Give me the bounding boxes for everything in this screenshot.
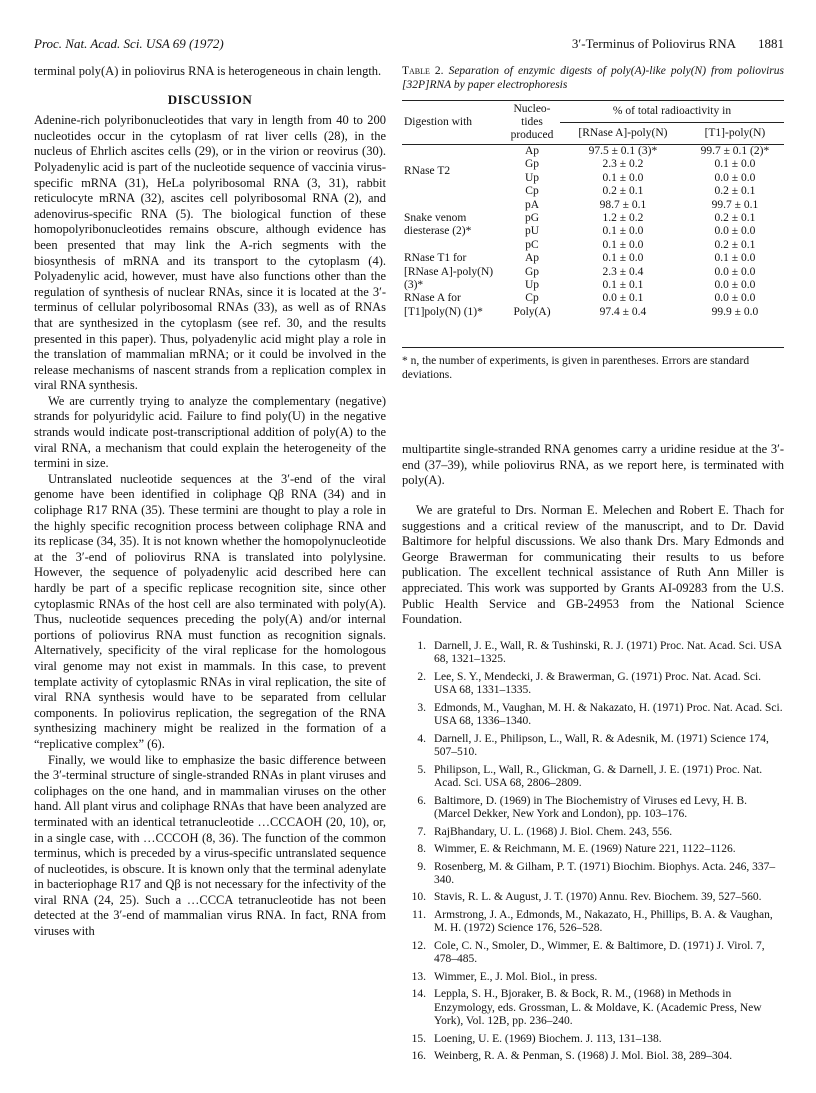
table-caption: [402, 64, 784, 92]
reference-text: Loening, U. E. (1969) Biochem. J. 113, 131–138.: [434, 1032, 662, 1045]
enzyme-cell: RNase T2: [404, 165, 451, 178]
reference-item: [402, 671, 784, 698]
table-row: [402, 199, 784, 212]
reference-number: 14.: [411, 988, 426, 1001]
discussion-paragraph-4: Finally, we would like to emphasize the basic difference between the 3′-terminal structure of single-stranded RNAs in plant viruses and coliphages on the one hand, and in mammalian viruses on the other hand. All plant virus and coliphage RNAs that have been analyzed are terminated with an identical tetranucleotide …CCCAOH (20, 10), or, in a single case, with …CCCOH (8, 36). The function of the common terminus, which is preceded by a virus-specific untranslated sequence of nucleotides, is obscure. It is known only that the terminal adenylate in bacteriophage R17 and Qβ is not necessary for the infectivity of the viral RNA (24, 25). Such a …CCCA tetranucleotide has not been detected at the 3′-end of mammalian virus RNA. In fact, RNA from viruses with: [34, 752, 386, 939]
references-list: [402, 640, 784, 1064]
reference-item: [402, 640, 784, 667]
reference-text: Rosenberg, M. & Gilham, P. T. (1971) Biochim. Biophys. Acta. 246, 337–340.: [434, 860, 776, 887]
reference-text: RajBhandary, U. L. (1968) J. Biol. Chem. 243, 556.: [434, 825, 673, 838]
reference-item: [402, 733, 784, 760]
value-b: 0.2 ± 0.1: [714, 185, 756, 198]
discussion-paragraph-3: Untranslated nucleotide sequences at the 3′-end of the viral genome have been identified in coliphage Qβ RNA (34) and in coliphage R17 RNA (35). These termini are thought to play a role in the highly specific recognition process between coliphage RNA and its replicase (34, 35). It is not known whether the homopolynucleotide at the 3′-end of poliovirus RNA is translated into polylysine. However, the sequence of polyadenylic acid described here can hardly be part of a specific replicase recognition site, since other cytoplasmic RNAs of the host cell are also terminated with poly(A). Thus, nucleotide sequences preceding the poly(A) and/or internal portions of poliovirus RNA must function as recognition signals. Alternatively, specificity of the viral replicase for the homologous viral genome may not exist in mammals. In this case, to prevent template activity of cytoplasmic RNAs in viral replication, the site of viral RNA synthesis would have to be separated from cellular components. In poliovirus replication, the segregation of the RNA synthesizing machinery might be realized in the formation of a “replicative complex” (6).: [34, 471, 386, 751]
discussion-heading: DISCUSSION: [167, 91, 253, 107]
reference-number: 4.: [417, 732, 426, 745]
reference-number: 13.: [411, 970, 426, 983]
nuc-cell: Up: [524, 171, 540, 184]
table-2: [402, 100, 784, 348]
value-a: 0.0 ± 0.1: [602, 292, 644, 305]
nuc-cell: Gp: [524, 158, 540, 171]
intro-paragraph: terminal poly(A) in poliovirus RNA is heterogeneous in chain length.: [34, 64, 382, 78]
table-title: Separation of enzymic digests of poly(A)-like poly(N) from poliovirus [32P]RNA by paper electrophoresis: [402, 65, 785, 91]
reference-number: 6.: [417, 794, 426, 807]
reference-item: [402, 764, 784, 791]
reference-number: 8.: [417, 843, 426, 856]
nuc-cell: pG: [524, 212, 540, 225]
continued-paragraph: multipartite single-stranded RNA genomes carry a uridine residue at the 3′-end (37–39), while poliovirus RNA, as we report here, is terminated with poly(A).: [402, 442, 784, 488]
col-header-digestion: Digestion with: [402, 101, 504, 145]
reference-text: Armstrong, J. A., Edmonds, M., Nakazato, H., Phillips, B. A. & Vaughan, M. H. (1972) Science 176, 526–528.: [434, 908, 773, 935]
running-header: [572, 36, 784, 52]
nuc-cell: Ap: [524, 145, 540, 157]
table-row: [402, 252, 784, 265]
journal-citation: Proc. Nat. Acad. Sci. USA 69 (1972): [34, 36, 224, 51]
reference-item: [402, 861, 784, 888]
nuc-cell: pA: [524, 198, 540, 211]
table-label: Table 2.: [402, 65, 444, 77]
value-a: 0.1 ± 0.0: [602, 225, 644, 238]
reference-number: 11.: [412, 908, 426, 921]
reference-item: [402, 971, 784, 985]
nuc-cell: Up: [524, 279, 540, 292]
reference-item: [402, 1033, 784, 1047]
value-a: 97.4 ± 0.4: [599, 305, 647, 318]
value-b: 99.9 ± 0.0: [711, 305, 759, 318]
reference-number: 2.: [417, 670, 426, 683]
value-b: 0.2 ± 0.1: [714, 212, 756, 225]
reference-text: Cole, C. N., Smoler, D., Wimmer, E. & Baltimore, D. (1971) J. Virol. 7, 478–485.: [434, 939, 765, 966]
enzyme-cell: RNase T1 for [RNase A]-poly(N) (3)*: [404, 252, 494, 292]
discussion-paragraph-2: We are currently trying to analyze the complementary (negative) strands for polyuridylic acid. Failure to find poly(U) in the negative strands would indicate post-transcriptional addition of poly(A) to the viral RNA, a mechanism that could explain the heterogeneity of the termini in size.: [34, 393, 386, 471]
reference-item: [402, 891, 784, 905]
reference-number: 3.: [417, 701, 426, 714]
reference-text: Baltimore, D. (1969) in The Biochemistry of Viruses ed Levy, H. B. (Marcel Dekker, New York and London), pp. 103–176.: [434, 794, 748, 821]
reference-number: 12.: [411, 939, 426, 952]
value-a: 2.3 ± 0.2: [602, 158, 644, 171]
nuc-cell: pC: [525, 238, 539, 251]
nuc-cell: pU: [524, 225, 540, 238]
reference-text: Edmonds, M., Vaughan, M. H. & Nakazato, H. (1971) Proc. Nat. Acad. Sci. USA 68, 1336–1340.: [434, 701, 783, 728]
nuc-cell: Gp: [524, 265, 540, 278]
value-b: 99.7 ± 0.1 (2)*: [700, 145, 770, 157]
reference-item: [402, 909, 784, 936]
reference-text: Stavis, R. L. & August, J. T. (1970) Annu. Rev. Biochem. 39, 527–560.: [434, 891, 762, 904]
table-footnote: * n, the number of experiments, is given in parentheses. Errors are standard deviations.: [402, 355, 750, 382]
reference-item: [402, 1050, 784, 1064]
value-a: 98.7 ± 0.1: [599, 198, 647, 211]
nuc-cell: Cp: [525, 292, 539, 305]
reference-item: [402, 826, 784, 840]
value-b: 0.1 ± 0.0: [714, 252, 756, 265]
acknowledgments: We are grateful to Drs. Norman E. Melechen and Robert E. Thach for suggestions and a critical review of the manuscript, and to Dr. David Baltimore for helpful discussions. We also thank Drs. Mary Edmonds and George Brawerman for communicating their results to us before publication. The excellent technical assistance of Ruth Ann Miller is appreciated. This work was supported by Grants AI-09283 from the U.S. Public Health Service and GB-24953 from the National Science Foundation.: [402, 503, 784, 627]
reference-number: 1.: [417, 639, 426, 652]
reference-text: Wimmer, E., J. Mol. Biol., in press.: [434, 970, 598, 983]
value-b: 0.0 ± 0.0: [714, 171, 756, 184]
reference-number: 15.: [411, 1032, 426, 1045]
reference-number: 9.: [417, 860, 426, 873]
value-a: 0.1 ± 0.0: [602, 252, 644, 265]
reference-text: Weinberg, R. A. & Penman, S. (1968) J. Mol. Biol. 38, 289–304.: [434, 1050, 733, 1063]
nuc-cell: Poly(A): [513, 305, 551, 318]
reference-number: 16.: [411, 1050, 426, 1063]
value-a: 97.5 ± 0.1 (3)*: [588, 145, 658, 157]
value-b: 0.0 ± 0.0: [714, 292, 756, 305]
reference-item: [402, 702, 784, 729]
value-a: 0.1 ± 0.0: [602, 171, 644, 184]
col-header-pct: % of total radioactivity in: [560, 101, 784, 123]
reference-item: [402, 843, 784, 857]
value-b: 0.0 ± 0.0: [714, 225, 756, 238]
value-a: 0.2 ± 0.1: [602, 185, 644, 198]
reference-text: Wimmer, E. & Reichmann, M. E. (1969) Nature 221, 1122–1126.: [434, 843, 736, 856]
value-b: 0.1 ± 0.0: [714, 158, 756, 171]
reference-number: 10.: [411, 891, 426, 904]
col-header-nucleotides: Nucleo-tides produced: [504, 101, 560, 145]
value-b: 0.0 ± 0.0: [714, 279, 756, 292]
nuc-cell: Cp: [525, 185, 539, 198]
col-header-t1: [T1]-poly(N): [686, 123, 784, 145]
reference-text: Darnell, J. E., Wall, R. & Tushinski, R. J. (1971) Proc. Nat. Acad. Sci. USA 68, 1321–1325.: [434, 639, 782, 666]
reference-item: [402, 988, 784, 1029]
reference-item: [402, 940, 784, 967]
right-column: [402, 64, 784, 1068]
reference-text: Lee, S. Y., Mendecki, J. & Brawerman, G. (1971) Proc. Nat. Acad. Sci. USA 68, 1331–1335.: [434, 670, 762, 697]
value-b: 0.2 ± 0.1: [714, 238, 756, 251]
table-row: [402, 145, 784, 159]
reference-item: [402, 795, 784, 822]
col-header-rnase-a: [RNase A]-poly(N): [560, 123, 686, 145]
reference-number: 5.: [417, 763, 426, 776]
reference-text: Philipson, L., Wall, R., Glickman, G. & Darnell, J. E. (1971) Proc. Nat. Acad. Sci. USA 68, 2806–2809.: [434, 763, 763, 790]
reference-number: 7.: [417, 825, 426, 838]
value-a: 0.1 ± 0.1: [602, 279, 644, 292]
nuc-cell: Ap: [524, 252, 540, 265]
value-a: 0.1 ± 0.0: [602, 238, 644, 251]
value-a: 1.2 ± 0.2: [602, 212, 644, 225]
reference-text: Darnell, J. E., Philipson, L., Wall, R. & Adesnik, M. (1971) Science 174, 507–510.: [434, 732, 769, 759]
discussion-paragraph-1: Adenine-rich polyribonucleotides that vary in length from 40 to 200 nucleotides occur in the cytoplasm of rat liver cells (28), in the nucleus of Ehrlich ascites cells (29), or in the virion or reovirus (30). Polyadenylic acid is part of the nucleotide sequence of vaccinia virus-specific mRNA (31), HeLa polyribosomal RNA (3, 31), rabbit reticulocyte mRNA (32), ascites cell polyribosomal RNA (2), and adenovirus-specific RNA (5). The biological function of these homopolyribonucleotides remains obscure, although evidence has been presented that may link the A-rich segments with the biosynthesis of mRNA and its transport to the cytoplasm (4). Polyadenylic acid, however, must have also functions other than the regulation of synthesis of nuclear RNAs, since it is located at the 3′-terminus of cellular polyribosomal RNAs (33), as well as of RNAs that are synthesized in the cytoplasm (see ref. 30, and the results presented in this paper). Thus, polyadenylic acid might play a role in the translation of mammalian mRNA; or it could be involved in the release mechanisms of nascent strands from a replication complex in viral RNA synthesis.: [34, 113, 386, 393]
value-a: 2.3 ± 0.4: [602, 265, 644, 278]
enzyme-cell: RNase A for [T1]poly(N) (1)*: [402, 292, 504, 347]
enzyme-cell: Snake venom diesterase (2)*: [404, 212, 472, 238]
value-b: 0.0 ± 0.0: [714, 265, 756, 278]
reference-text: Leppla, S. H., Bjoraker, B. & Bock, R. M., (1968) in Methods in Enzymology, eds. Grossman, L. & Moldave, K. (Academic Press, New York), Vol. 12B, pp. 236–240.: [434, 988, 762, 1028]
left-column: [34, 64, 386, 940]
running-title: 3′-Terminus of Poliovirus RNA: [571, 36, 736, 51]
value-b: 99.7 ± 0.1: [711, 198, 759, 211]
page-number: 1881: [758, 36, 784, 51]
table-row: [402, 292, 784, 305]
